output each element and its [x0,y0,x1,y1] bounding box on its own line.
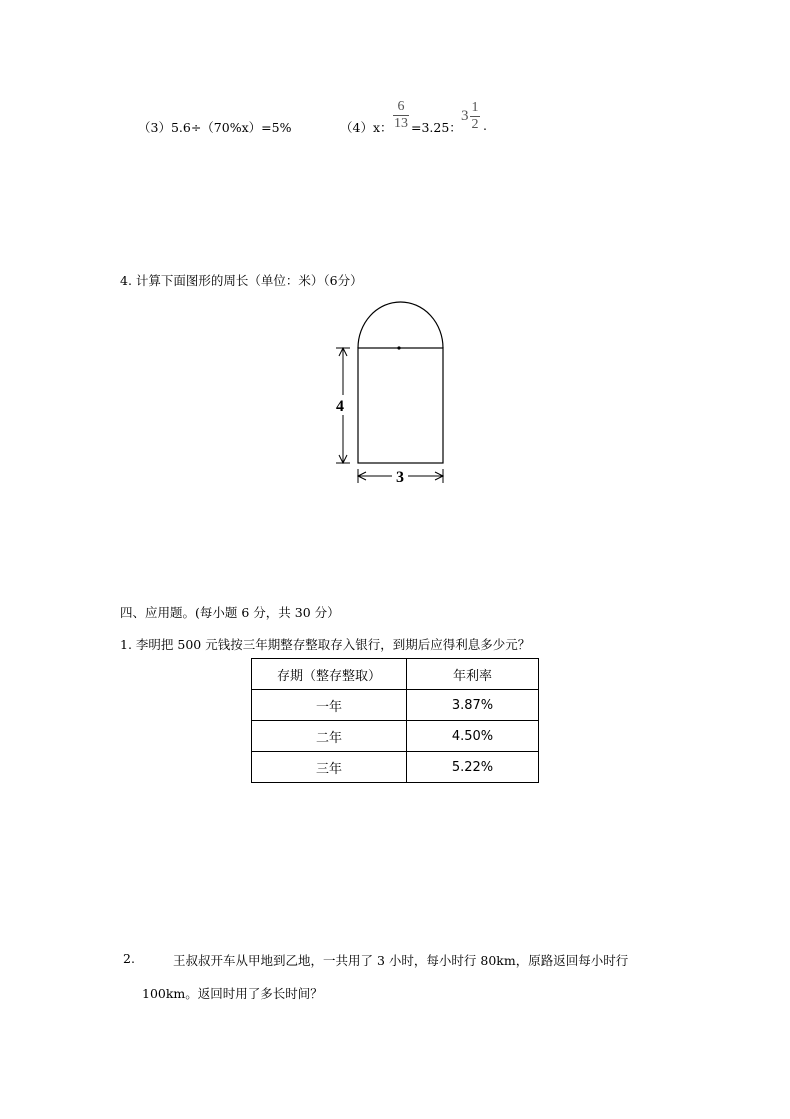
rectangle-body [358,348,443,463]
fraction-numerator: 6 [397,99,405,114]
table-header-cell: 年利率 [407,659,539,690]
perimeter-figure [320,292,470,492]
fraction-denominator: 13 [394,116,408,131]
question-4-title: 4. 计算下面图形的周长（单位：米）（6分） [120,273,363,288]
table-cell: 3.87% [407,690,539,721]
interest-rate-table [251,658,539,783]
mixed-number-whole: 3 [461,108,469,124]
table-cell: 4.50% [407,721,539,752]
semicircle-arc [358,302,443,348]
problem-1-text: 1. 李明把 500 元钱按三年期整存整取存入银行，到期后应得利息多少元？ [120,637,531,652]
problem-2-line-1: 王叔叔开车从甲地到乙地，一共用了 3 小时，每小时行 80km，原路返回每小时行 [173,953,629,968]
equation-3: （3）5.6÷（70%x）=5% [138,120,292,135]
mixed-numerator: 1 [471,100,479,115]
table-header-row [252,659,539,690]
width-label: 3 [396,469,404,486]
problem-2-line-2: 100km。返回时用了多长时间？ [142,986,323,1001]
height-label: 4 [336,398,344,415]
table-row [252,752,539,783]
table-cell: 5.22% [407,752,539,783]
table-header-cell: 存期（整存整取） [252,659,407,690]
table-cell: 二年 [252,721,407,752]
equation-4-prefix: （4）x： [340,120,393,135]
problem-2-number: 2. [123,951,135,966]
table-cell: 三年 [252,752,407,783]
table-cell: 一年 [252,690,407,721]
section-4-title: 四、应用题。(每小题 6 分，共 30 分） [120,605,340,620]
equation-4-fraction [393,100,409,131]
center-dot [397,346,400,349]
table-row [252,721,539,752]
equation-4-mid: =3.25： [411,120,462,135]
mixed-denominator: 2 [471,117,479,132]
equation-4-end: . [483,118,487,133]
mixed-number-fraction [470,101,480,132]
table-row [252,690,539,721]
